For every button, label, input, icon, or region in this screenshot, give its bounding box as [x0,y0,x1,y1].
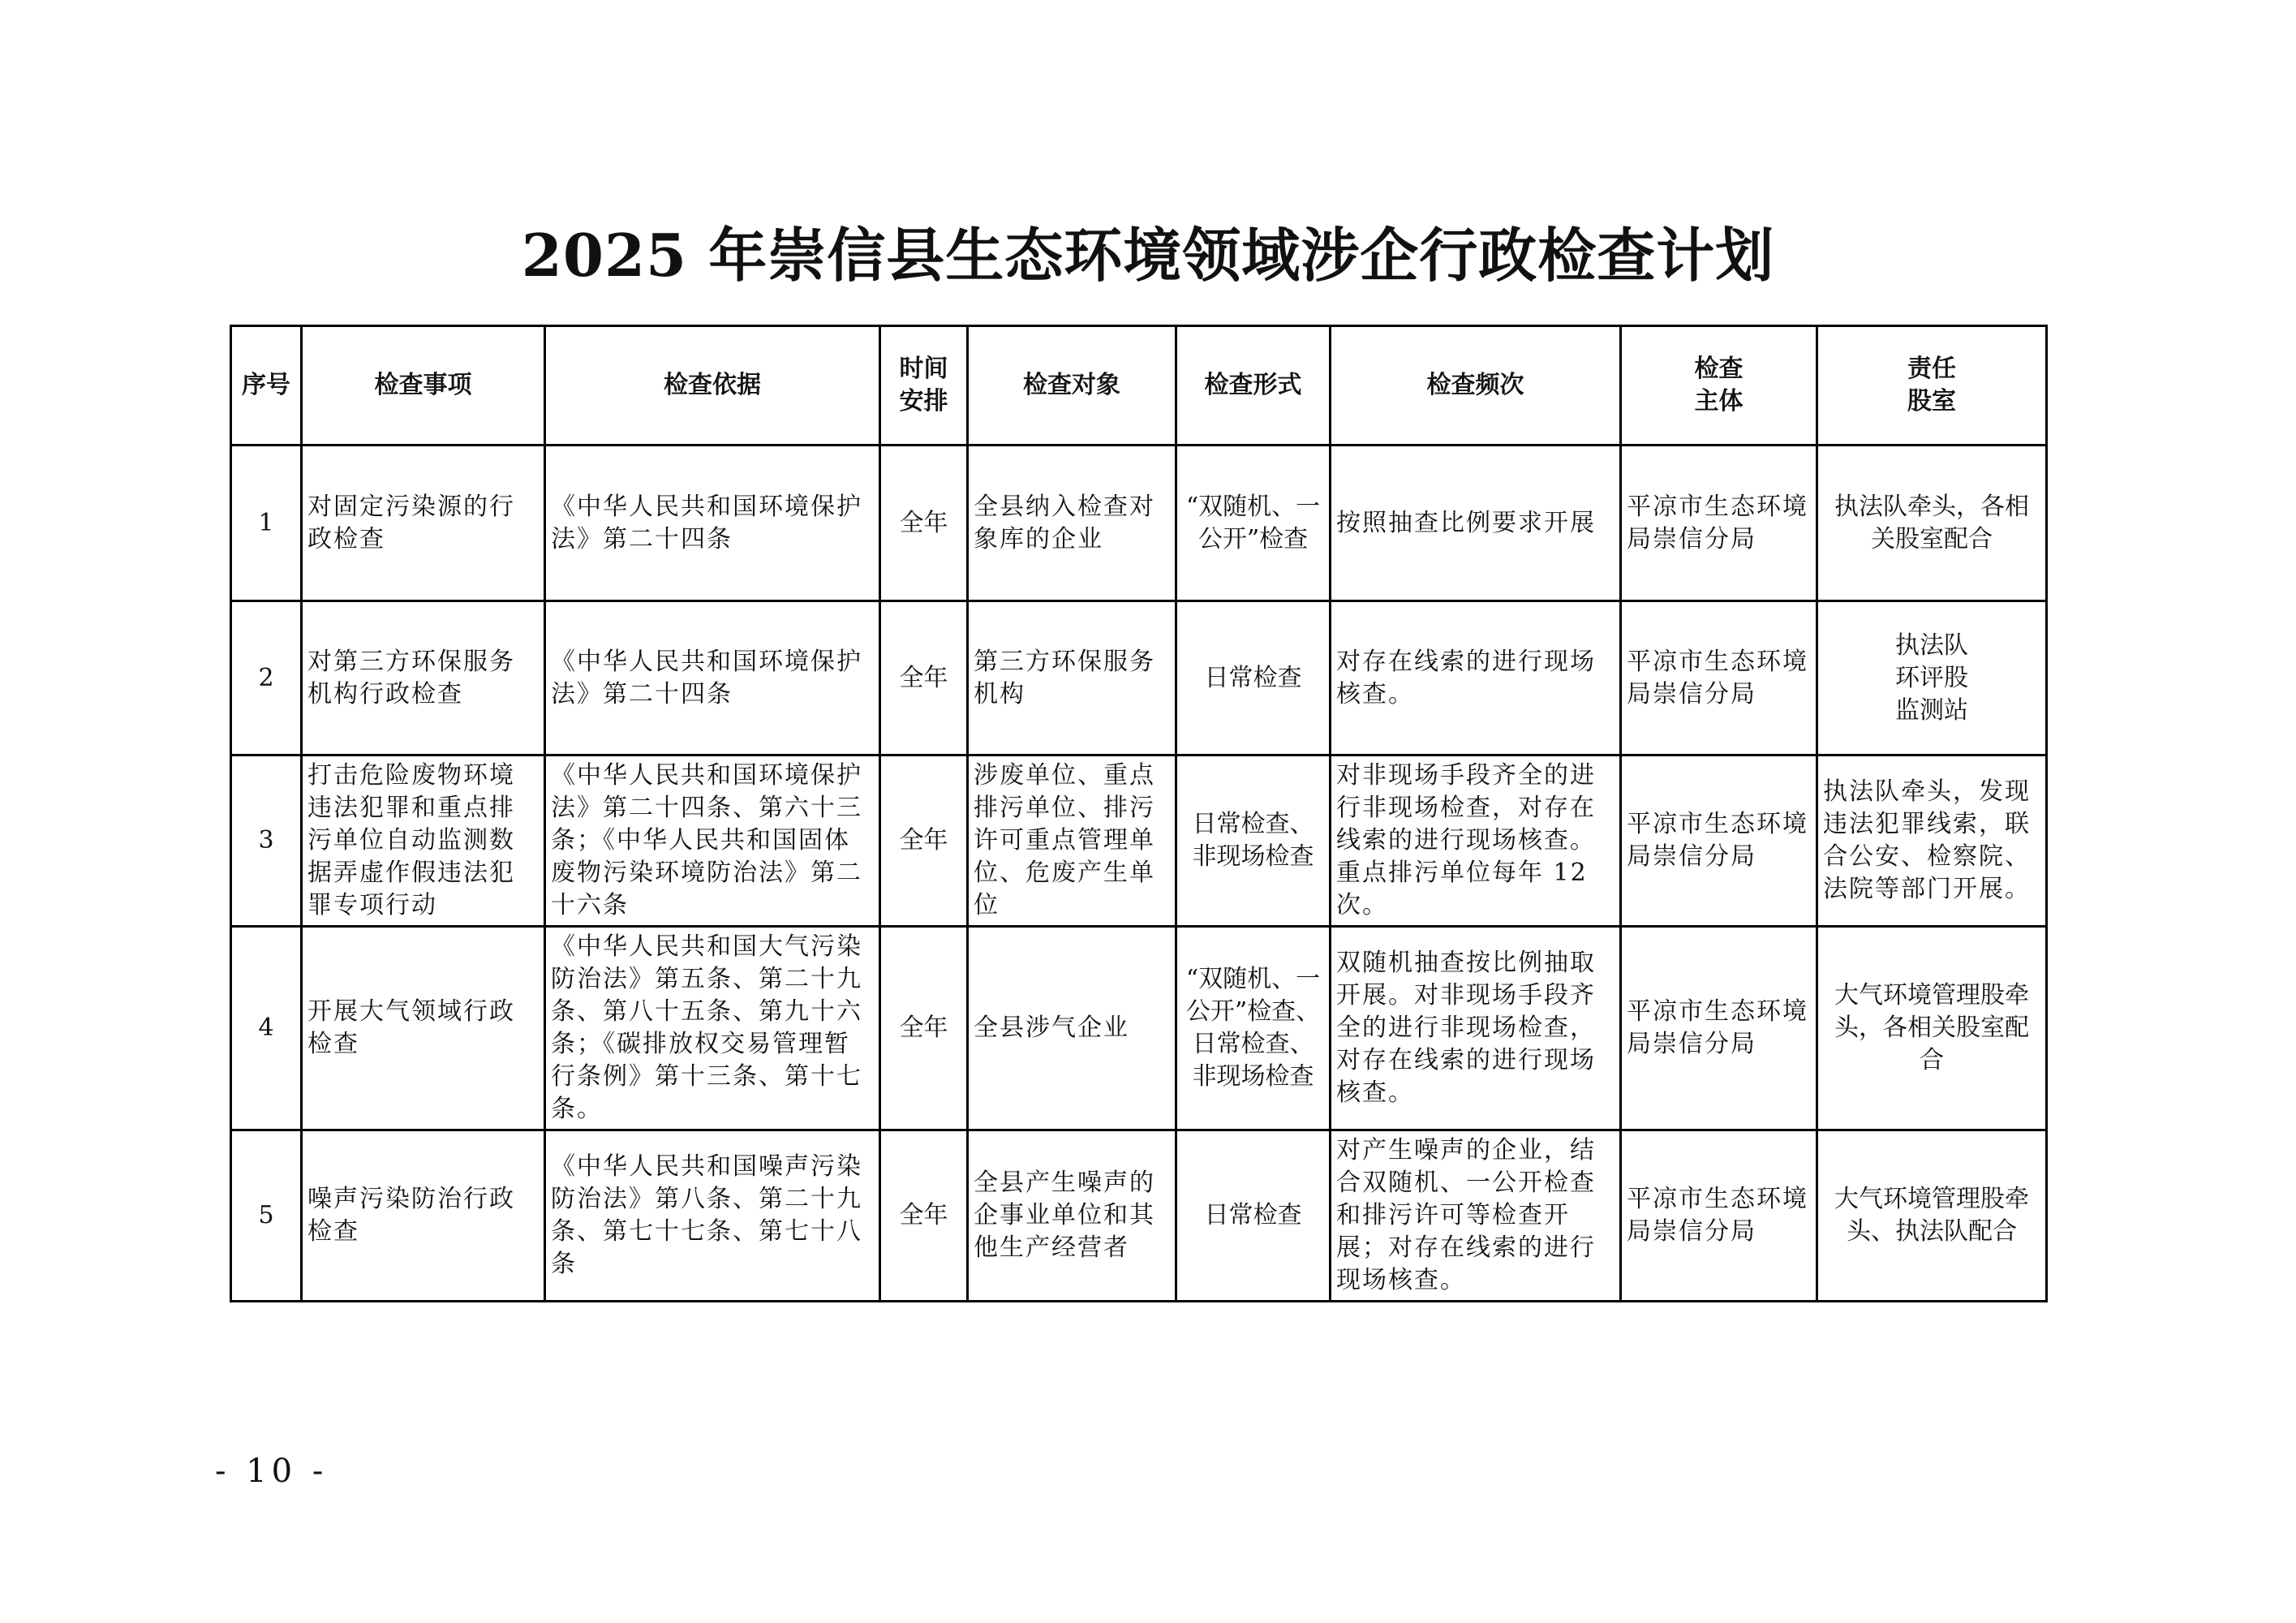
cell-no: 3 [231,756,302,927]
cell-form: 日常检查、非现场检查 [1176,756,1331,927]
cell-time: 全年 [880,601,968,756]
cell-time: 全年 [880,1130,968,1302]
cell-time: 全年 [880,927,968,1130]
cell-item: 对第三方环保服务机构行政检查 [302,601,545,756]
header-time: 时间 安排 [880,326,968,446]
cell-frequency: 对非现场手段齐全的进行非现场检查，对存在线索的进行现场核查。重点排污单位每年 12 次。 [1331,756,1621,927]
cell-item: 噪声污染防治行政检查 [302,1130,545,1302]
cell-frequency: 双随机抽查按比例抽取开展。对非现场手段齐全的进行非现场检查，对存在线索的进行现场核查。 [1331,927,1621,1130]
cell-time: 全年 [880,756,968,927]
header-row [231,326,2047,446]
cell-form: “双随机、一公开”检查 [1176,446,1331,601]
cell-target: 全县涉气企业 [968,927,1176,1130]
cell-no: 1 [231,446,302,601]
header-item: 检查事项 [302,326,545,446]
cell-basis: 《中华人民共和国大气污染防治法》第五条、第二十九条、第八十五条、第九十六条；《碳排放权交易管理暂行条例》第十三条、第十七条。 [545,927,880,1130]
cell-item: 打击危险废物环境违法犯罪和重点排污单位自动监测数据弄虚作假违法犯罪专项行动 [302,756,545,927]
page-number: - 10 - [215,1453,329,1490]
cell-basis: 《中华人民共和国噪声污染防治法》第八条、第二十九条、第七十七条、第七十八条 [545,1130,880,1302]
cell-frequency: 按照抽查比例要求开展 [1331,446,1621,601]
cell-subject: 平凉市生态环境局崇信分局 [1621,927,1817,1130]
table-body [231,446,2047,1302]
table-row [231,601,2047,756]
document-title: 2025 年崇信县生态环境领域涉企行政检查计划 [521,221,1775,290]
cell-time: 全年 [880,446,968,601]
cell-frequency: 对存在线索的进行现场核查。 [1331,601,1621,756]
cell-dept: 大气环境管理股牵头，各相关股室配合 [1817,927,2047,1130]
header-no: 序号 [231,326,302,446]
cell-subject: 平凉市生态环境局崇信分局 [1621,601,1817,756]
table-row [231,756,2047,927]
cell-basis: 《中华人民共和国环境保护法》第二十四条、第六十三条；《中华人民共和国固体废物污染环境防治法》第二十六条 [545,756,880,927]
header-form: 检查形式 [1176,326,1331,446]
cell-form: 日常检查 [1176,601,1331,756]
table-row [231,927,2047,1130]
cell-target: 第三方环保服务机构 [968,601,1176,756]
cell-no: 2 [231,601,302,756]
table-row [231,446,2047,601]
header-subject: 检查 主体 [1621,326,1817,446]
cell-dept: 执法队 环评股 监测站 [1817,601,2047,756]
cell-form: “双随机、一公开”检查、日常检查、非现场检查 [1176,927,1331,1130]
cell-dept: 大气环境管理股牵头、执法队配合 [1817,1130,2047,1302]
cell-subject: 平凉市生态环境局崇信分局 [1621,446,1817,601]
header-basis: 检查依据 [545,326,880,446]
cell-dept: 执法队牵头，各相关股室配合 [1817,446,2047,601]
cell-basis: 《中华人民共和国环境保护法》第二十四条 [545,446,880,601]
cell-frequency: 对产生噪声的企业，结合双随机、一公开检查和排污许可等检查开展；对存在线索的进行现场核查。 [1331,1130,1621,1302]
header-target: 检查对象 [968,326,1176,446]
header-dept: 责任 股室 [1817,326,2047,446]
cell-no: 5 [231,1130,302,1302]
inspection-plan-table [230,325,2048,1302]
cell-dept: 执法队牵头，发现违法犯罪线索，联合公安、检察院、法院等部门开展。 [1817,756,2047,927]
cell-target: 涉废单位、重点排污单位、排污许可重点管理单位、危废产生单位 [968,756,1176,927]
cell-basis: 《中华人民共和国环境保护法》第二十四条 [545,601,880,756]
cell-no: 4 [231,927,302,1130]
cell-item: 开展大气领域行政检查 [302,927,545,1130]
cell-target: 全县产生噪声的企事业单位和其他生产经营者 [968,1130,1176,1302]
cell-subject: 平凉市生态环境局崇信分局 [1621,756,1817,927]
cell-target: 全县纳入检查对象库的企业 [968,446,1176,601]
table-header [231,326,2047,446]
cell-subject: 平凉市生态环境局崇信分局 [1621,1130,1817,1302]
cell-form: 日常检查 [1176,1130,1331,1302]
cell-item: 对固定污染源的行政检查 [302,446,545,601]
header-frequency: 检查频次 [1331,326,1621,446]
table-row [231,1130,2047,1302]
